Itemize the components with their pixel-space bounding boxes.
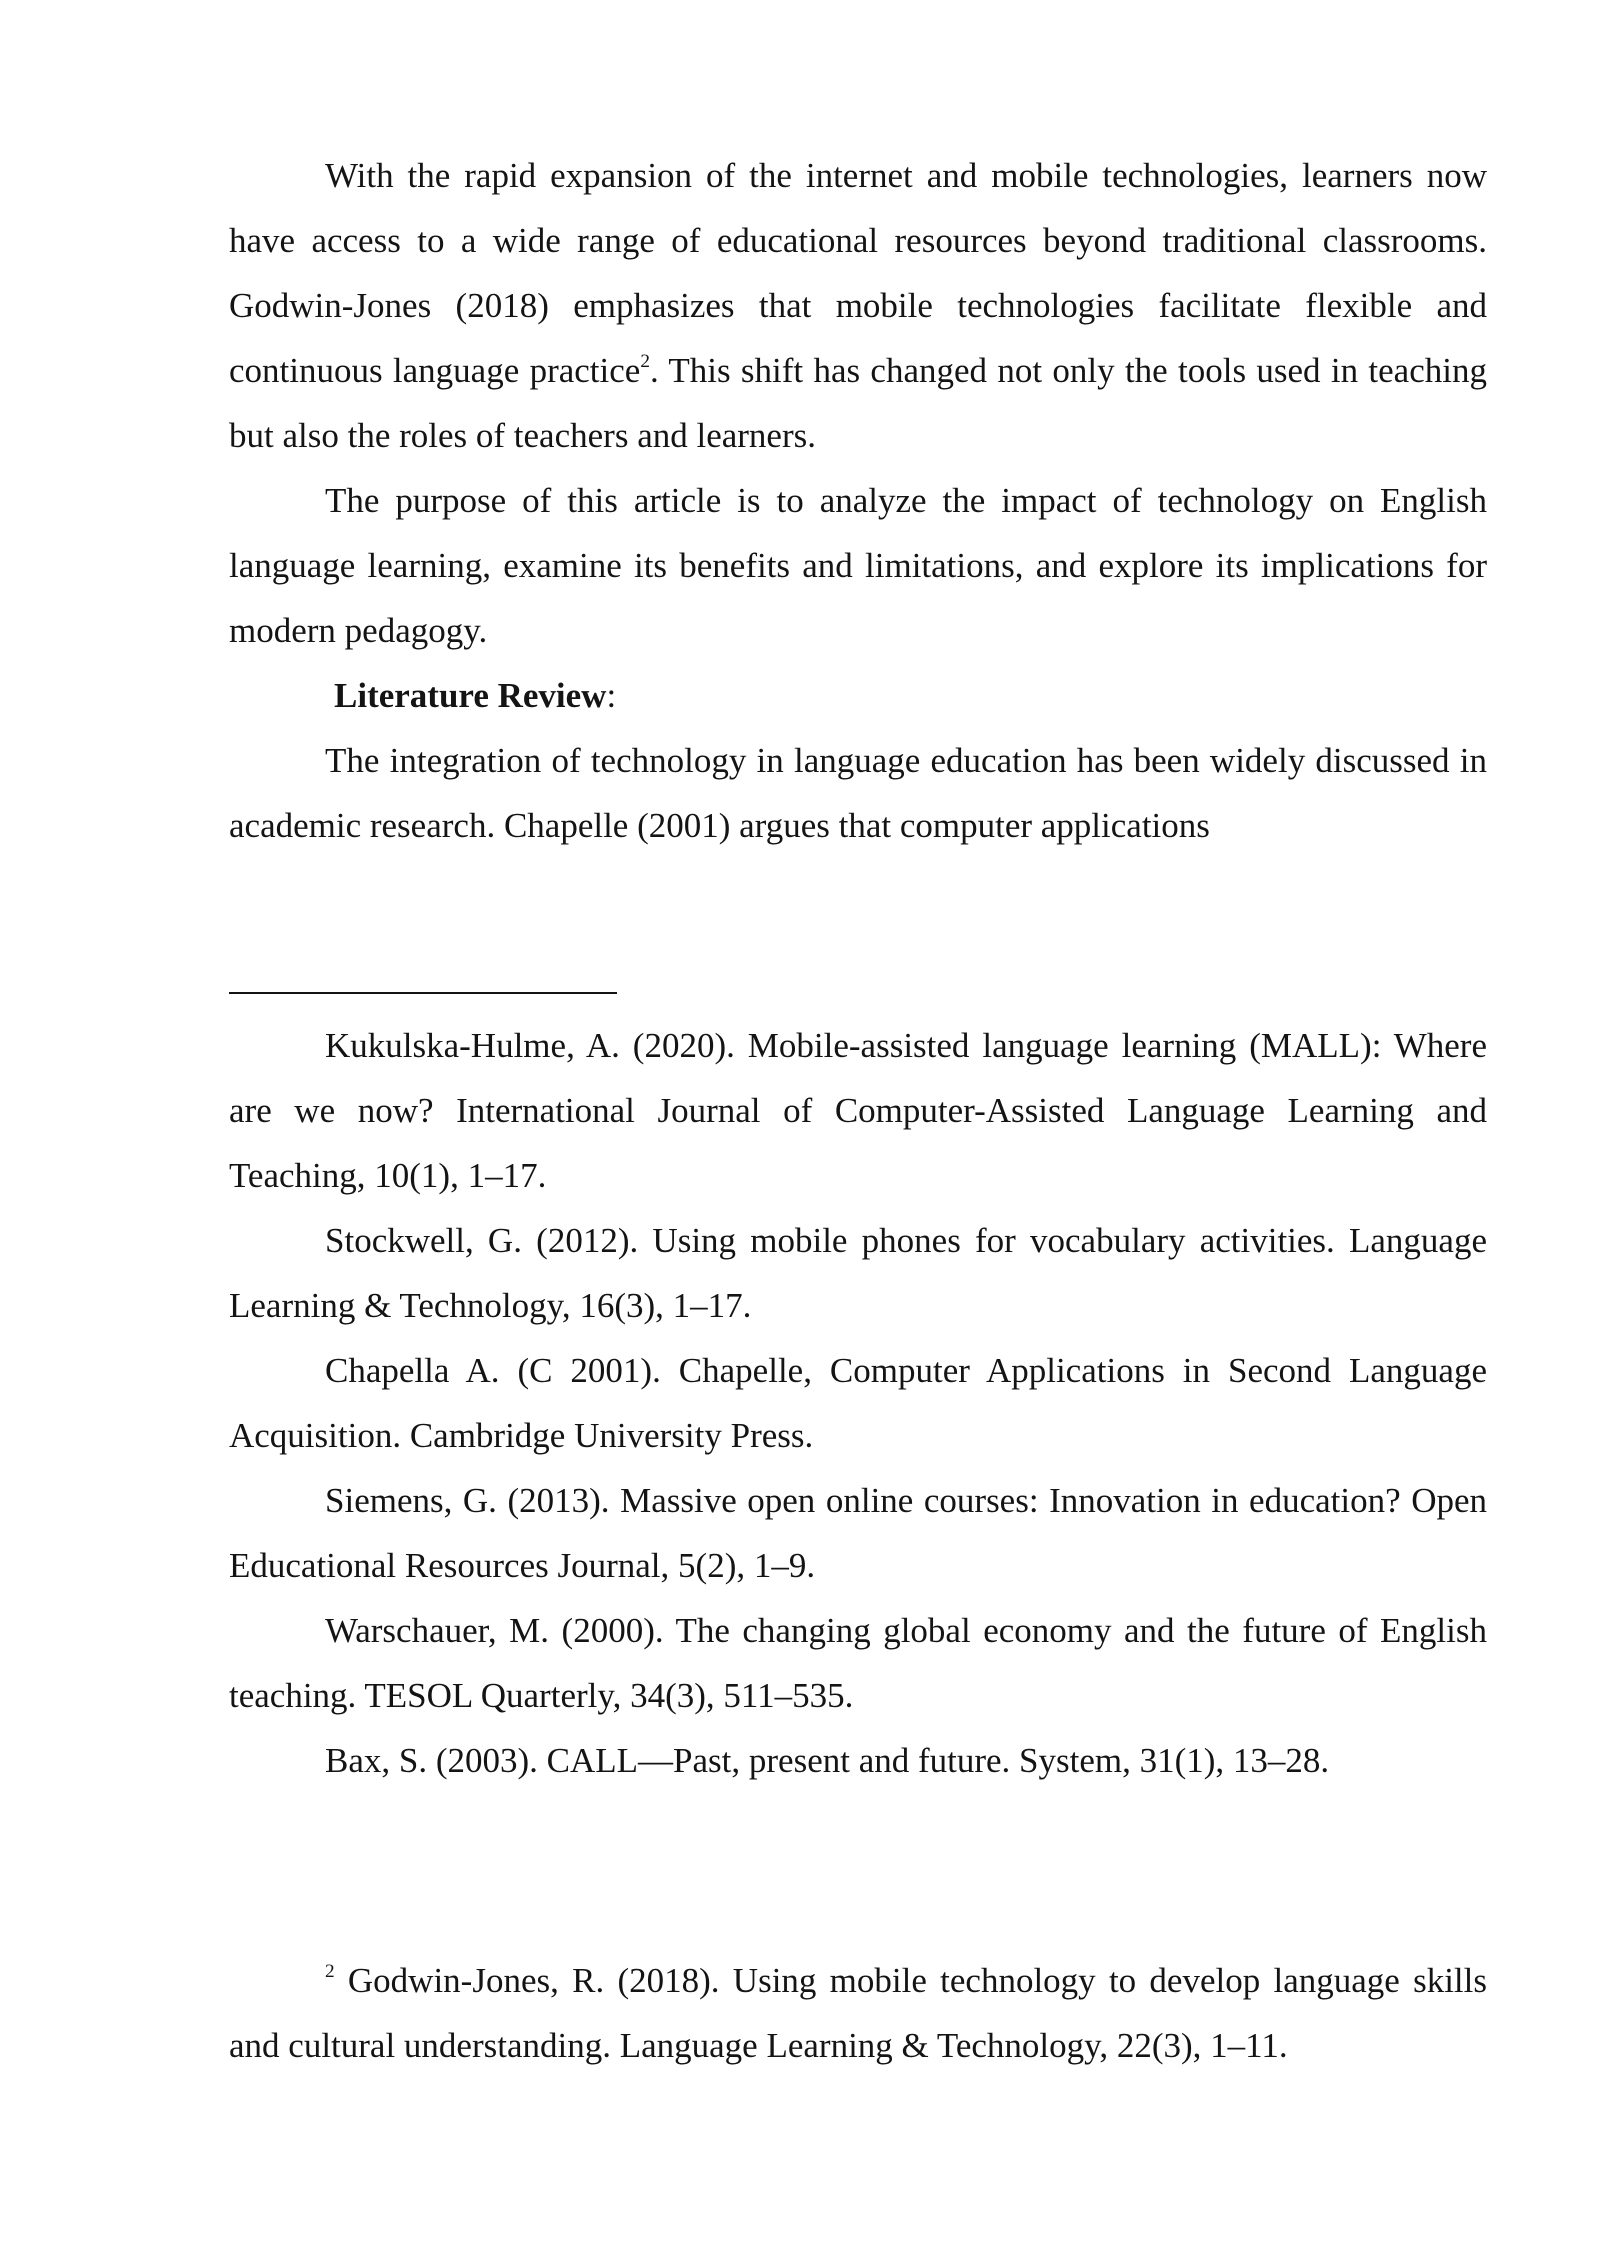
paragraph-intro [229, 143, 1487, 468]
paragraph-purpose: The purpose of this article is to analyze the impact of technology on English language learning, examine its benefits and limitations, and explore its implications for modern pedagogy. [229, 481, 1487, 650]
reference-list [229, 1013, 1487, 1793]
paragraph-intro-text: With the rapid expansion of the internet and mobile technologies, learners now have access to a wide range of educational resources beyond traditional classrooms. Godwin-Jones (2018) emphasizes that mobile technologies facilitate flexible and continuous language practice [229, 156, 1487, 390]
reference-item: Bax, S. (2003). CALL—Past, present and future. System, 31(1), 13–28. [325, 1741, 1330, 1780]
body-text [229, 143, 1487, 858]
reference-item: Chapella A. (C 2001). Chapelle, Computer Applications in Second Language Acquisition. Cambridge University Press. [229, 1351, 1487, 1455]
footnote [229, 1948, 1487, 2078]
footnote-text [229, 1948, 1487, 2078]
reference-item: Kukulska-Hulme, A. (2020). Mobile-assisted language learning (MALL): Where are we now? International Journal of Computer-Assisted Language Learning and Teaching, 10(1), 1–17. [229, 1026, 1487, 1195]
reference-item: Stockwell, G. (2012). Using mobile phones for vocabulary activities. Language Learning & Technology, 16(3), 1–17. [229, 1221, 1487, 1325]
footnote-body: Godwin-Jones, R. (2018). Using mobile technology to develop language skills and cultural understanding. Language Learning & Technology, 22(3), 1–11. [229, 1961, 1487, 2065]
footnote-marker: 2 [325, 1961, 335, 1983]
footnote-separator [229, 992, 617, 994]
reference-item: Siemens, G. (2013). Massive open online courses: Innovation in education? Open Educational Resources Journal, 5(2), 1–9. [229, 1481, 1487, 1585]
section-heading-colon: : [606, 676, 617, 715]
reference-item: Warschauer, M. (2000). The changing global economy and the future of English teaching. TESOL Quarterly, 34(3), 511–535. [229, 1611, 1487, 1715]
footnote-reference: 2 [640, 351, 650, 373]
paragraph-intro-text-continued: . This shift has changed not only the tools used in teaching but also the roles of teachers and learners. [229, 351, 1487, 455]
paragraph-literature: The integration of technology in language education has been widely discussed in academic research. Chapelle (2001) argues that computer applications [229, 741, 1487, 845]
section-heading-text: Literature Review [334, 676, 607, 715]
section-heading [229, 663, 1487, 728]
